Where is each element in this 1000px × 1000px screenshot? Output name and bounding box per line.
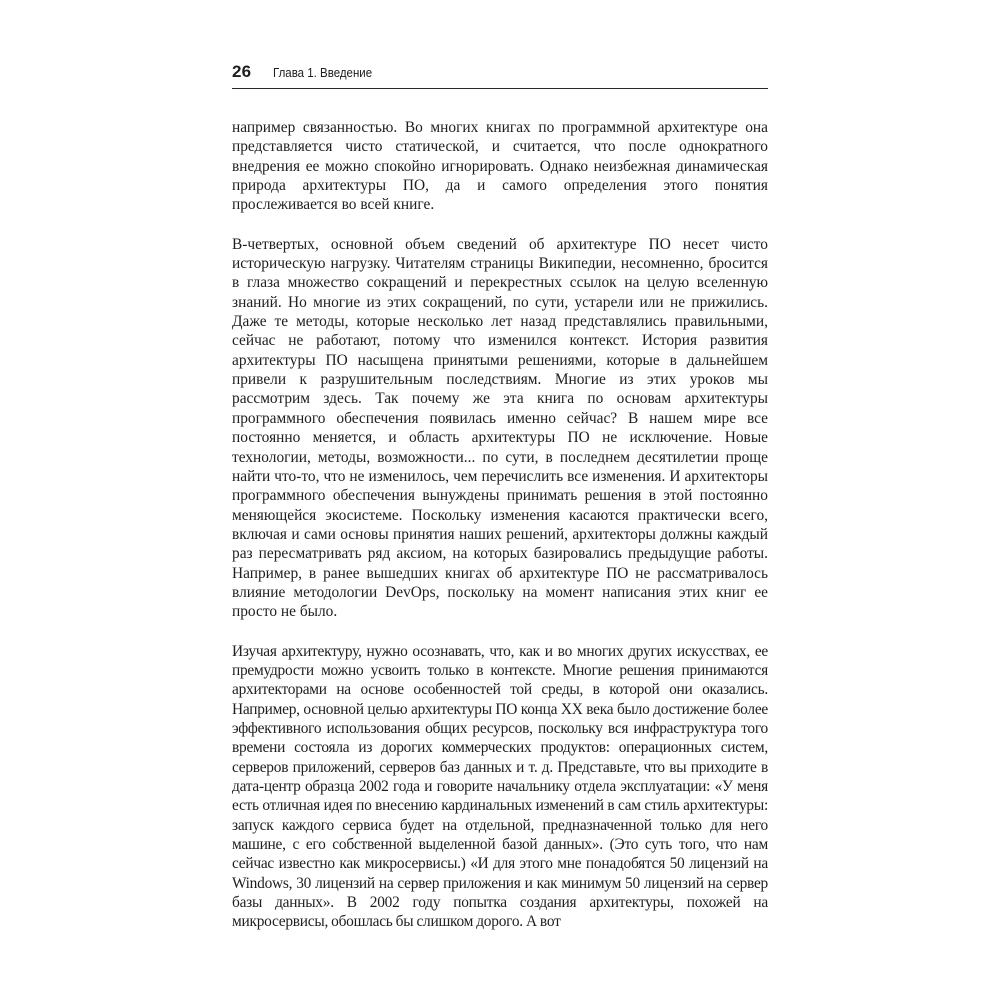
paragraph: Изучая архитектуру, нужно осознавать, что, как и во многих других искусствах, ее премудрости можно усвоить только в контексте. Многие решения принимаются архитекторами на основе особенностей той среды, в которой они оказались. Например, основной целью архитектуры ПО конца XX века было достижение более эффективного использования общих ресурсов, поскольку вся инфраструктура того времени состояла из дорогих коммерческих продуктов: операционных систем, серверов приложений, серверов баз данных и т. д. Представьте, что вы приходите в дата-центр образца 2002 года и говорите начальнику отдела эксплуатации: «У меня есть отличная идея по внесению кардинальных изменений в сам стиль архитектуры: запуск каждого сервиса будет на отдельной, предназначенной только для него машине, с его собственной выделенной базой данных». (Это суть того, что нам сейчас известно как микросервисы.) «И для этого мне понадобятся 50 лицензий на Windows, 30 лицензий на сервер приложения и как минимум 50 лицензий на сервер базы данных». В 2002 году попытка создания архитектуры, похожей на микросервисы, обошлась бы слишком дорого. А вот [232,642,768,931]
page-number: 26 [232,62,252,81]
paragraph: например связанностью. Во многих книгах по программной архитектуре она представляется чисто статической, и считается, что после однократного внедрения ее можно спокойно игнорировать. Однако неизбежная динамическая природа архитектуры ПО, да и самого определения этого понятия прослеживается во всей книге. [232,119,768,214]
page-header [232,62,768,90]
body-text [232,118,768,952]
header-rule [232,88,768,89]
paragraph: В-четвертых, основной объем сведений об архитектуре ПО несет чисто историческую нагрузку. Читателям страницы Википедии, несомненно, бросится в глаза множество сокращений и перекрестных ссылок на целую вселенную знаний. Но многие из этих сокращений, по сути, устарели или не прижились. Даже те методы, которые несколько лет назад представлялись правильными, сейчас не работают, потому что изменился контекст. История развития архитектуры ПО насыщена принятыми решениями, которые в дальнейшем привели к разрушительным последствиям. Многие из этих уроков мы рассмотрим здесь. Так почему же эта книга по основам архитектуры программного обеспечения появилась именно сейчас? В нашем мире все постоянно меняется, и область архитектуры ПО не исключение. Новые технологии, методы, возможности... по сути, в последнем десятилетии проще найти что-то, что не изменилось, чем перечислить все изменения. И архитекторы программного обеспечения вынуждены принимать решения в этой постоянно меняющейся экосистеме. Поскольку изменения касаются практически всего, включая и сами основы принятия наших решений, архитекторы должны каждый раз пересматривать ряд аксиом, на которых базировались предыдущие работы. Например, в ранее вышедших книгах об архитектуре ПО не рассматривалось влияние методологии DevOps, поскольку на момент написания этих книг ее просто не было. [232,235,768,621]
running-head: Глава 1. Введение [273,66,373,80]
